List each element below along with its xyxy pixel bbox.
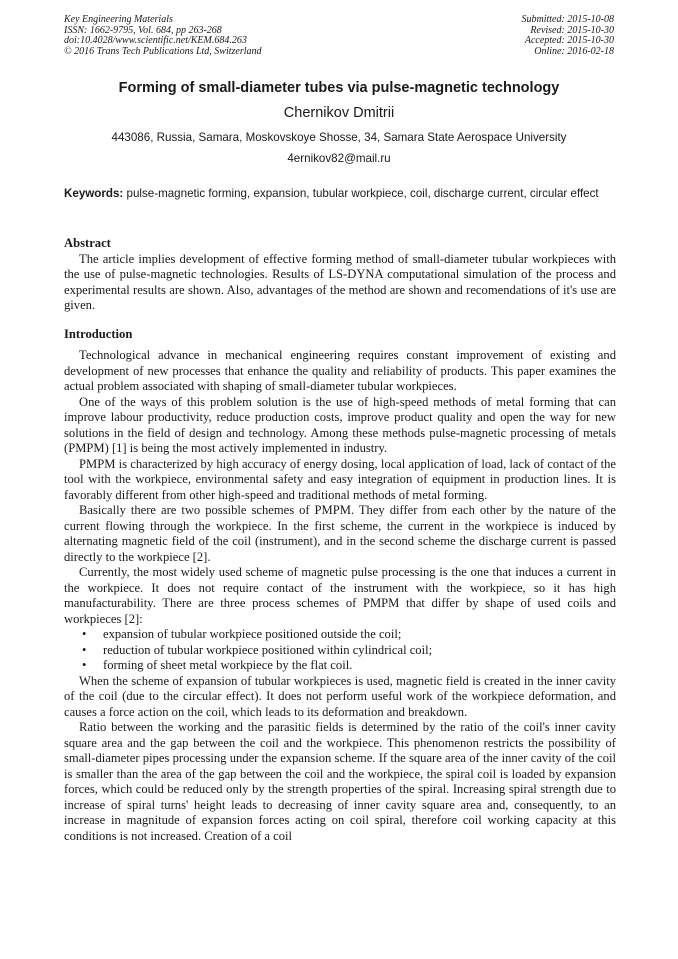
paragraph: One of the ways of this problem solution is the use of high-speed methods of metal forming that can improve labour productivity, reduce production costs, improve product quality and open the way for new solutions in the field of design and technology. Among these methods pulse-magnetic processing of metals (PMPM) [1] is being the most actively implemented in industry.	[64, 394, 616, 455]
date-accepted: Accepted: 2015-10-30	[524, 35, 614, 47]
date-online: Online: 2016-02-18	[534, 45, 614, 57]
paragraph: Basically there are two possible schemes of PMPM. They differ from each other by the nature of the current flowing through the workpiece. In the first scheme, the current in the workpiece is induced by alternating magnetic field of the coil (instrument), and in the second scheme the discharge current is passed directly to the workpiece [2].	[64, 503, 616, 564]
process-scheme-list	[64, 627, 616, 674]
journal-issn: ISSN: 1662-9795, Vol. 684, pp 263-268	[64, 24, 222, 36]
keywords	[64, 186, 616, 201]
author-name: Chernikov Dmitrii	[283, 105, 395, 121]
journal-doi: doi:10.4028/www.scientific.net/KEM.684.263	[64, 35, 247, 47]
list-item	[64, 627, 616, 643]
author-affiliation: 443086, Russia, Samara, Moskovskoye Shosse, 34, Samara State Aerospace University	[111, 131, 567, 144]
keywords-text: pulse-magnetic forming, expansion, tubular workpiece, coil, discharge current, circular effect	[123, 187, 599, 200]
paragraph: Ratio between the working and the parasitic fields is determined by the ratio of the coil's inner cavity square area and the gap between the coil and the workpiece. This phenomenon restricts the possibility of small-diameter pipes processing under the expansion scheme. If the square area of the inner cavity of the coil is smaller than the area of the gap between the coil and the workpiece, the spiral coil is loaded by expansion forces, which could be reduced only by the strength properties of the spiral. Increasing spiral strength due to increase of spiral turns' height leads to decreasing of inner cavity square area and, consequently, to an increase in magnitude of expansion forces acting on coil spiral, therefore coil working capacity at this conditions is not increased. Creation of a coil	[64, 720, 616, 843]
abstract-text: The article implies development of effective forming method of small-diameter tubular workpieces with the use of pulse-magnetic technologies. Results of LS-DYNA computational simulation of the process and experimental results are shown. Also, advantages of the method are shown and recomendations of it's use are given.	[64, 251, 616, 312]
list-item	[64, 643, 616, 659]
paper-title: Forming of small-diameter tubes via pulse-magnetic technology	[118, 80, 560, 96]
list-item	[64, 658, 616, 674]
publication-dates	[522, 15, 615, 57]
paragraph: When the scheme of expansion of tubular workpieces is used, magnetic field is created in the inner cavity of the coil (due to the circular effect). It does not perform useful work of the workpiece deformation, and causes a force action on the coil, which leads to its deformation and breakdown.	[64, 673, 616, 719]
journal-copyright: © 2016 Trans Tech Publications Ltd, Switzerland	[64, 45, 262, 57]
paragraph: PMPM is characterized by high accuracy of energy dosing, local application of load, lack of contact of the tool with the workpiece, environmental safety and easy integration of equipment in production lines. It is favorably different from other high-speed and traditional methods of metal forming.	[64, 456, 616, 502]
date-submitted: Submitted: 2015-10-08	[521, 14, 614, 25]
bullet-icon: •	[82, 658, 87, 672]
list-item-text: reduction of tubular workpiece positioned within cylindrical coil;	[103, 642, 433, 657]
paragraph: Technological advance in mechanical engineering requires constant improvement of existing and development of new processes that enhance the quality and reliability of products. This paper examines the actual problem associated with shaping of small-diameter tubular workpieces.	[64, 348, 616, 393]
list-item-text: expansion of tubular workpiece positioned outside the coil;	[103, 627, 402, 641]
bullet-icon: •	[82, 642, 87, 657]
date-revised: Revised: 2015-10-30	[530, 24, 614, 36]
journal-name: Key Engineering Materials	[64, 14, 173, 25]
bullet-icon: •	[82, 627, 87, 641]
paper-body	[64, 236, 616, 844]
journal-info	[64, 15, 262, 57]
keywords-label: Keywords:	[64, 187, 124, 200]
introduction-heading: Introduction	[64, 326, 133, 341]
paragraph: Currently, the most widely used scheme of magnetic pulse processing is the one that induces a current in the workpiece. It does not require contact of the instrument with the workpiece, so it has high manufacturability. There are three process schemes of PMPM that differ by shape of used coils and workpieces [2]:	[64, 565, 616, 626]
list-item-text: forming of sheet metal workpiece by the flat coil.	[103, 658, 353, 672]
author-email: 4ernikov82@mail.ru	[287, 152, 391, 165]
abstract-heading: Abstract	[64, 236, 111, 250]
